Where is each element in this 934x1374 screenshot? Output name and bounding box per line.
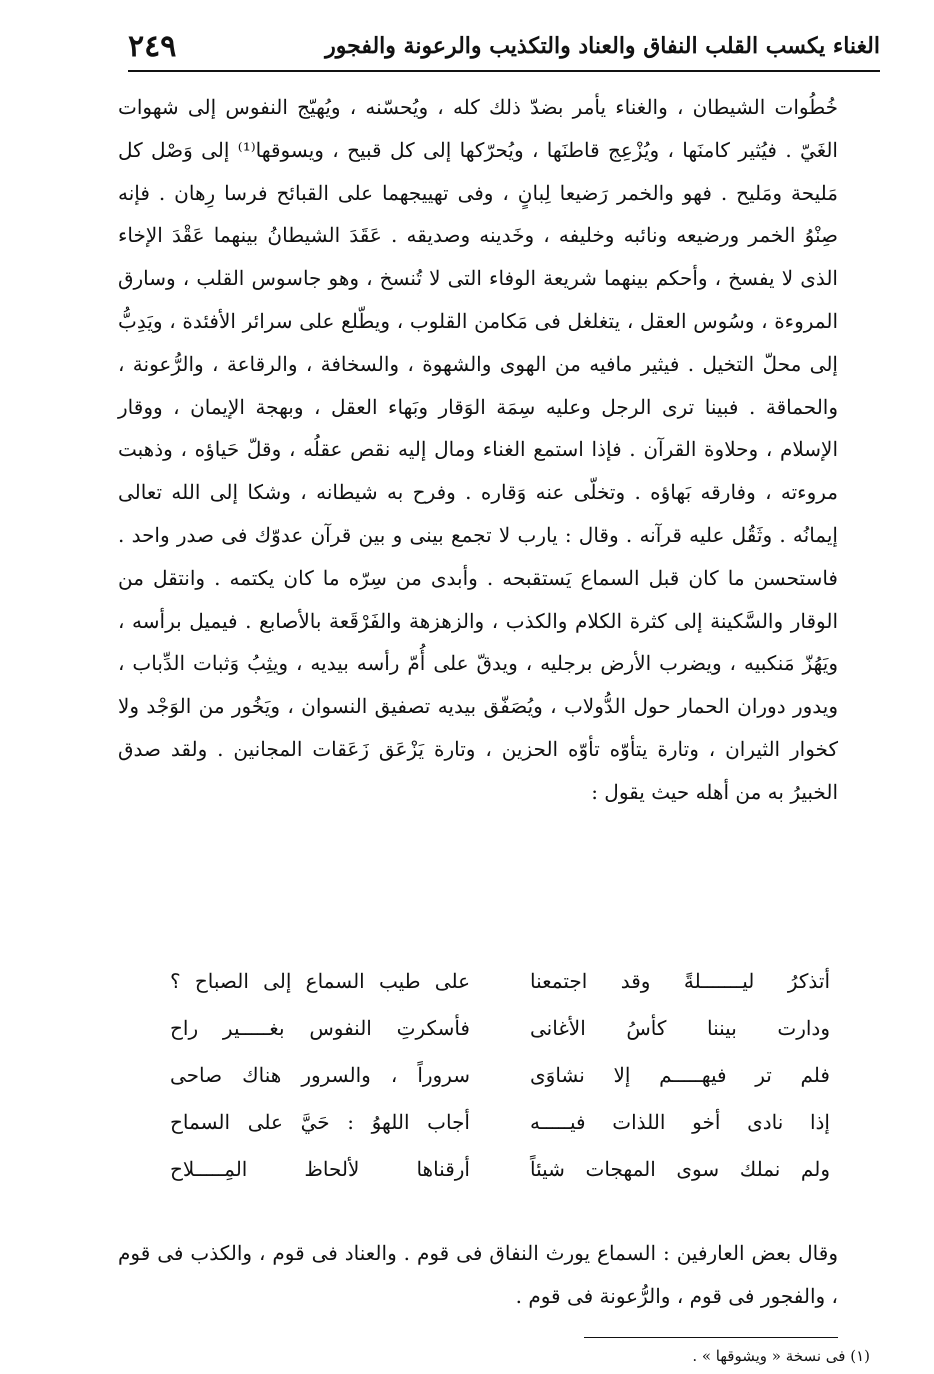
- verse-second-hemistich: أجاب اللهوُ : حَيَّ على السماح: [170, 1110, 470, 1134]
- footnote-rule: [584, 1337, 838, 1338]
- verse-first-hemistich: ودارت بيننا كأسُ الأغانى: [530, 1016, 830, 1040]
- verse-first-hemistich: فلم تر فيهـــــم إلا نشاوَى: [530, 1063, 830, 1087]
- running-title: الغناء يكسب القلب النفاق والعناد والتكذيب والرعونة والفجور: [325, 33, 880, 59]
- closing-paragraph: وقال بعض العارفين : السماع يورث النفاق فى قوم . والعناد فى قوم ، والكذب فى قوم ، والفجور فى قوم ، والرُّعونة فى قوم .: [118, 1241, 838, 1308]
- body-paragraph: خُطُوات الشيطان ، والغناء يأمر بضدّ ذلك كله ، ويُحسّنه ، ويُهيّج النفوس إلى شهوات الغَيّ . فيُثير كامنَها ، ويُزْعِج قاطنَها ، ويُحرّكها إلى كل قبيح ، ويسوقها⁽¹⁾ إلى وَصْل كل مَليحة ومَليح . فهو والخمر رَضيعا لِبانٍ ، وفى تهييجهما على القبائح فرسا رِهان . فإنه صِنْوُ الخمر ورضيعه ونائبه وخليفه ، وخَدينه وصديقه . عَقَدَ الشيطانُ بينهما عَقْدَ الإخاء الذى لا يفسخ ، وأحكم بينهما شريعة الوفاء التى لا تُنسخ ، وهو جاسوس القلب ، وسارق المروءة ، وسُوس العقل ، يتغلغل فى مَكامن القلوب ، ويطّلع على سرائر الأفئدة ، ويَدِبُّ إلى محلّ التخيل . فيثير مافيه من الهوى والشهوة ، والسخافة ، والرقاعة ، والرُّعونة ، والحماقة . فبينا ترى الرجل وعليه سِمَة الوَقار وبَهاء العقل ، وبهجة الإيمان ، ووقار الإسلام ، وحلاوة القرآن . فإذا استمع الغناء ومال إليه نقص عقلُه ، وقلّ حَياؤه ، وذهبت مروءته ، وفارقه بَهاؤه . وتخلّى عنه وَقاره . وفرح به شيطانه ، وشكا إلى الله تعالى إيمانُه . وثَقُل عليه قرآنه . وقال : يارب لا تجمع بينى و بين قرآن عدوّك فى صدر واحد . فاستحسن ما كان قبل السماع يَستقبحه . وأبدى من سِرّه ما كان يكتمه . وانتقل من الوقار والسَّكينة إلى كثرة الكلام والكذب ، والزهزهة والفَرْقَعة بالأصابع . فيميل برأسه ، ويَهُزّ مَنكبيه ، ويضرب الأرض برجليه ، ويدقّ على أُمّ رأسه بيديه ، ويثِبُ وَثبات الدِّباب ، ويدور دوران الحمار حول الدُّولاب ، ويُصَفّق بيديه تصفيق النسوان ، ويَخُور من الوَجْد ولا كخوار الثيران ، وتارة يتأوّه تأوّه الحزين ، وتارة يَزْعَق زَعَقات المجانين . ولقد صدق الخبيرُ به من أهله حيث يقول :: [118, 95, 838, 804]
- poem: [170, 958, 830, 1193]
- verse-second-hemistich: فأسكرتِ النفوس بغـــــير راح: [170, 1016, 470, 1040]
- verse-second-hemistich: سروراً ، والسرور هناك صاحى: [170, 1063, 470, 1087]
- page-number: ٢٤٩: [128, 28, 177, 64]
- footnote: (١) فى نسخة « ويشوقها » .: [692, 1347, 870, 1365]
- verse-second-hemistich: على طيب السماع إلى الصباح ؟: [170, 969, 470, 993]
- verse-second-hemistich: أرقناها لألحاظ المِـــــلاح: [170, 1157, 470, 1181]
- verse-first-hemistich: ولم نملك سوى المهجات شيئاً: [530, 1157, 830, 1181]
- running-header: [128, 24, 880, 68]
- main-text: [118, 86, 838, 814]
- poem-verse: [170, 1146, 830, 1193]
- poem-verse: [170, 1099, 830, 1146]
- verse-first-hemistich: أتذكرُ ليـــــــلةً وقد اجتمعنا: [530, 969, 830, 993]
- poem-verse: [170, 1052, 830, 1099]
- poem-verse: [170, 958, 830, 1005]
- poem-verse: [170, 1005, 830, 1052]
- verse-first-hemistich: إذا نادى أخو اللذات فيـــــه: [530, 1110, 830, 1134]
- header-rule: [128, 70, 880, 72]
